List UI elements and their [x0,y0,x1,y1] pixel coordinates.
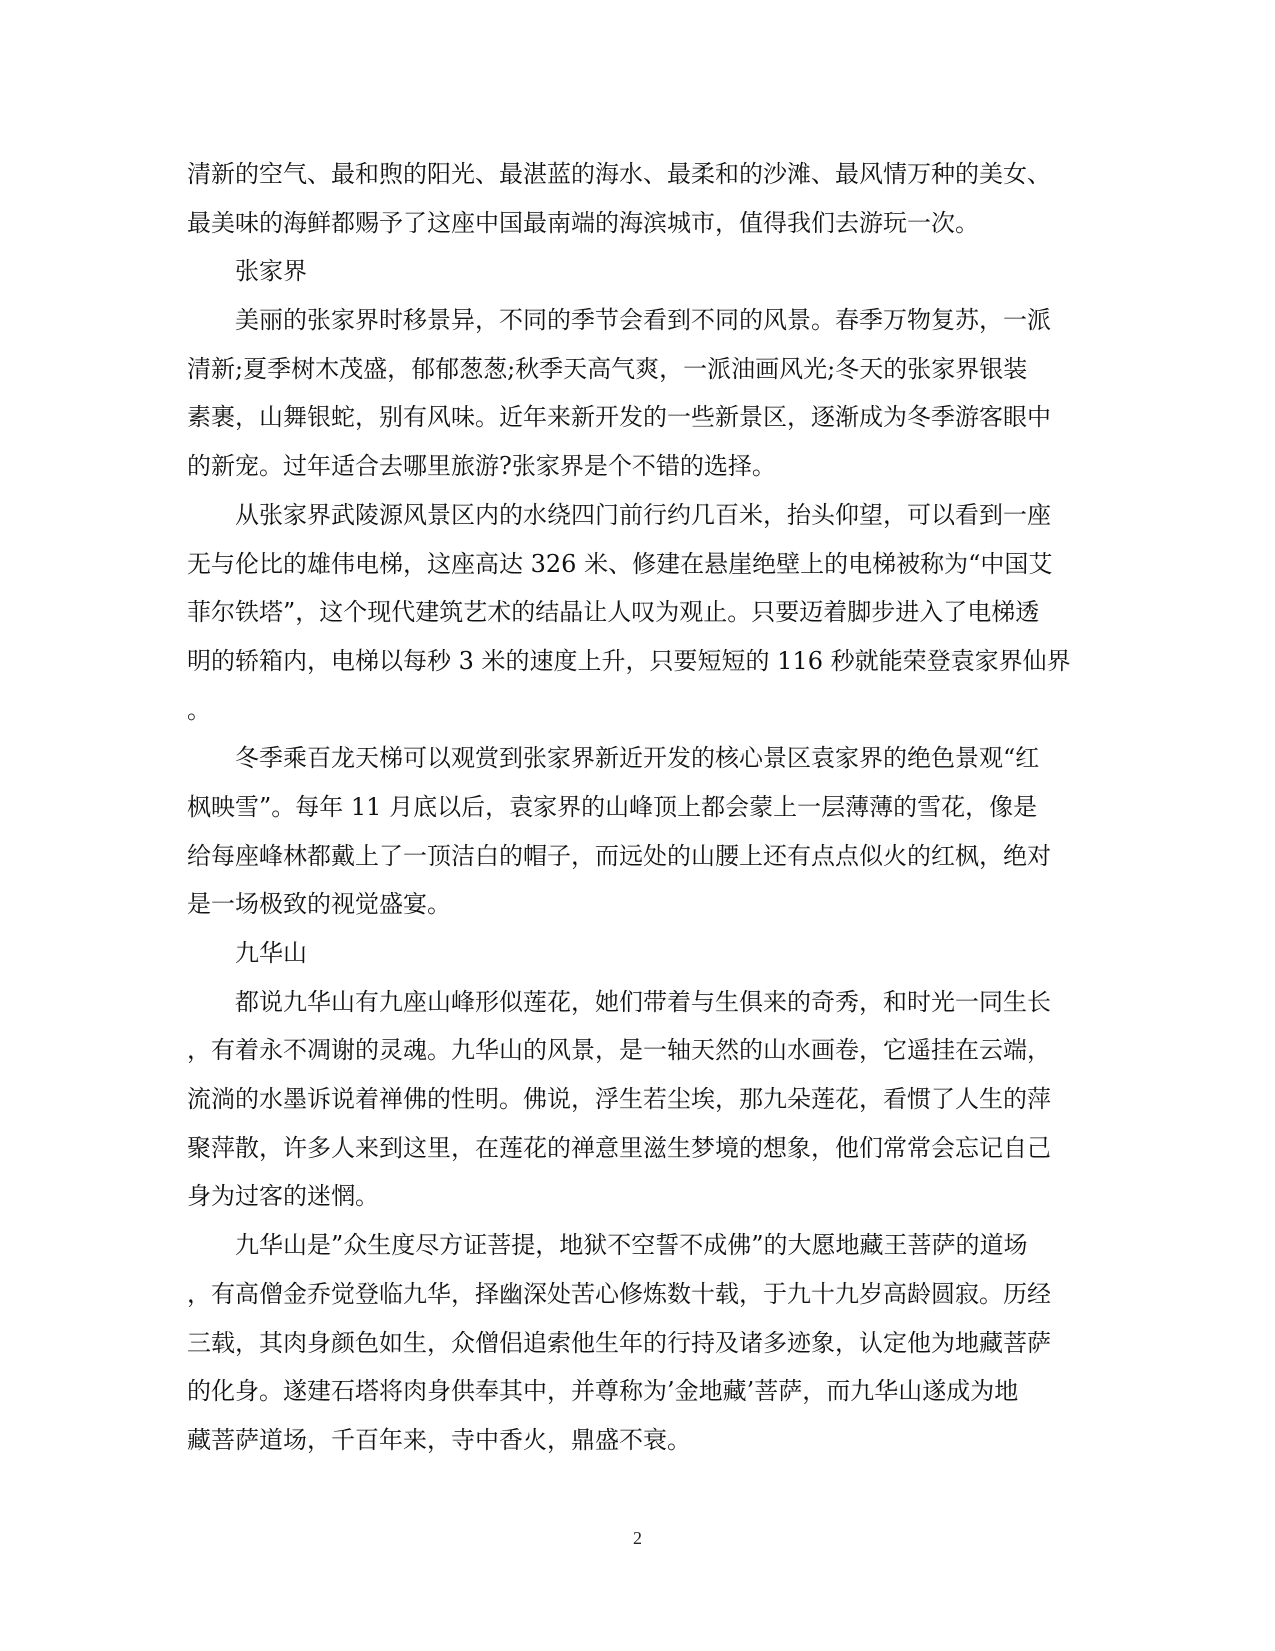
text-line: ，有着永不凋谢的灵魂。九华山的风景，是一轴天然的山水画卷，它遥挂在云端， [187,1036,1051,1065]
page-number: 2 [633,1528,642,1548]
document-body [187,150,1087,1465]
text-line: 清新;夏季树木茂盛，郁郁葱葱;秋季天高气爽，一派油画风光;冬天的张家界银装 [187,354,1028,383]
text-line: 都说九华山有九座山峰形似莲花，她们带着与生俱来的奇秀，和时光一同生长 [235,987,1051,1016]
text-line: 明的轿箱内，电梯以每秒 3 米的速度上升，只要短短的 116 秒就能荣登袁家界仙界 [187,646,1071,675]
text-line: 枫映雪”。每年 11 月底以后，袁家界的山峰顶上都会蒙上一层薄薄的雪花，像是 [187,792,1038,821]
text-line: 身为过客的迷惘。 [187,1182,379,1211]
text-line: 从张家界武陵源风景区内的水绕四门前行约几百米，抬头仰望，可以看到一座 [235,500,1051,529]
text-line: 的化身。遂建石塔将肉身供奉其中，并尊称为’金地藏’菩萨，而九华山遂成为地 [187,1377,1019,1406]
text-line: 给每座峰林都戴上了一顶洁白的帽子，而远处的山腰上还有点点似火的红枫，绝对 [187,841,1051,870]
text-line: 聚萍散，许多人来到这里，在莲花的禅意里滋生梦境的想象，他们常常会忘记自己 [187,1133,1051,1162]
text-line: 最美味的海鲜都赐予了这座中国最南端的海滨城市，值得我们去游玩一次。 [187,208,979,237]
section-heading-zhangjiajie: 张家界 [235,257,307,286]
text-line: 无与伦比的雄伟电梯，这座高达 326 米、修建在悬崖绝壁上的电梯被称为“中国艾 [187,549,1053,578]
text-line: 是一场极致的视觉盛宴。 [187,890,451,919]
text-line: 菲尔铁塔”，这个现代建筑艺术的结晶让人叹为观止。只要迈着脚步进入了电梯透 [187,598,1040,627]
text-line: 藏菩萨道场，千百年来，寺中香火，鼎盛不衰。 [187,1425,691,1454]
text-line: 三载，其肉身颜色如生，众僧侣追索他生年的行持及诸多迹象，认定他为地藏菩萨 [187,1328,1051,1357]
text-line: 美丽的张家界时移景异，不同的季节会看到不同的风景。春季万物复苏，一派 [235,306,1051,335]
text-line: 流淌的水墨诉说着禅佛的性明。佛说，浮生若尘埃，那九朵莲花，看惯了人生的萍 [187,1085,1051,1114]
section-heading-jiuhuashan: 九华山 [235,939,307,967]
text-line: 素裹，山舞银蛇，别有风味。近年来新开发的一些新景区，逐渐成为冬季游客眼中 [187,403,1051,432]
text-line: 冬季乘百龙天梯可以观赏到张家界新近开发的核心景区袁家界的绝色景观“红 [235,744,1040,773]
text-line: ，有高僧金乔觉登临九华，择幽深处苦心修炼数十载，于九十九岁高龄圆寂。历经 [187,1279,1051,1308]
text-line: 清新的空气、最和煦的阳光、最湛蓝的海水、最柔和的沙滩、最风情万种的美女、 [187,160,1051,188]
text-line: 的新宠。过年适合去哪里旅游?张家界是个不错的选择。 [187,452,776,481]
text-line: 九华山是”众生度尽方证菩提，地狱不空誓不成佛”的大愿地藏王菩萨的道场 [235,1231,1028,1260]
text-line: 。 [187,695,211,724]
